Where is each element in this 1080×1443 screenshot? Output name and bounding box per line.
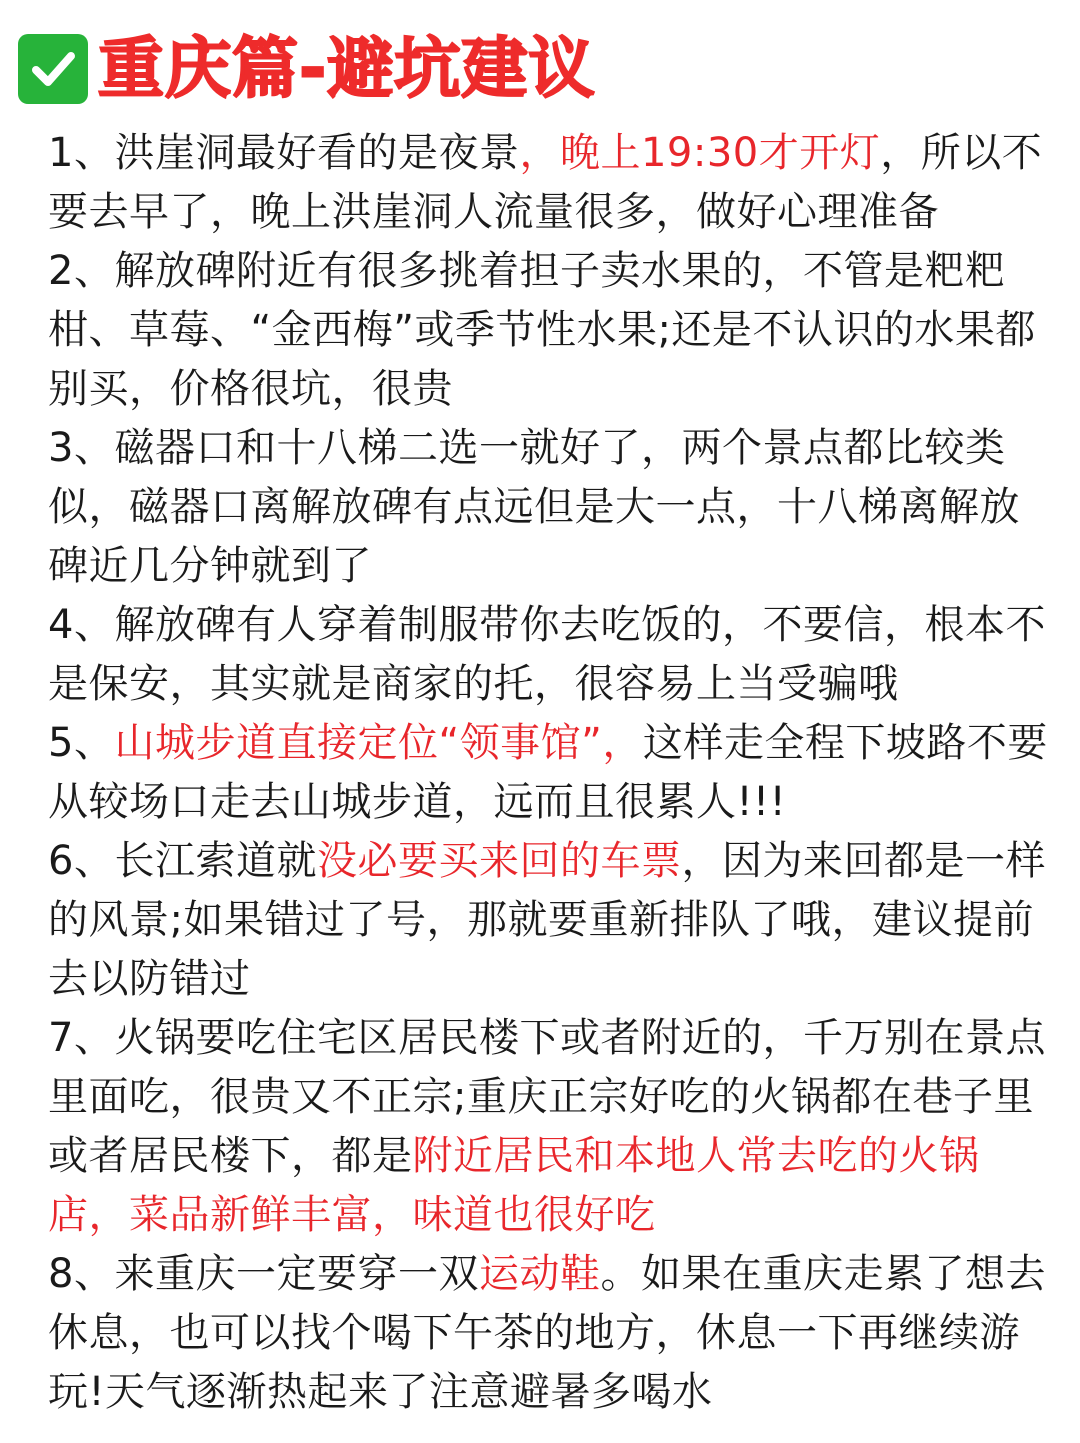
check-mark-icon <box>18 34 88 104</box>
tips-list <box>48 124 1048 1422</box>
tip-text: ，所以不要去早了，晚上洪崖洞人流量很多，做好心理准备 <box>48 130 1043 235</box>
tip-text: 8、来重庆一定要穿一双 <box>48 1251 479 1297</box>
tip-highlight: ，晚上19:30才开灯 <box>519 130 881 176</box>
tip-text: 2、解放碑附近有很多挑着担子卖水果的，不管是粑粑柑、草莓、“金西梅”或季节性水果;还是不认识的水果都别买，价格很坑，很贵 <box>48 248 1036 412</box>
tip-text: 1、洪崖洞最好看的是夜景 <box>48 130 520 176</box>
tip-text: 4、解放碑有人穿着制服带你去吃饭的，不要信，根本不是保安，其实就是商家的托，很容易上当受骗哦 <box>48 602 1046 707</box>
title-row <box>18 28 595 110</box>
tip-item-8 <box>48 1245 1048 1422</box>
tip-text: 7、火锅要吃住宅区居民楼下或者附近的，千万别在景点里面吃，很贵又不正宗;重庆正宗好吃的火锅都在巷子里或者居民楼下，都是 <box>48 1015 1046 1179</box>
tip-text: 5、 <box>48 720 115 766</box>
tip-text: 3、磁器口和十八梯二选一就好了，两个景点都比较类似，磁器口离解放碑有点远但是大一点，十八梯离解放碑近几分钟就到了 <box>48 425 1020 589</box>
tip-item-4 <box>48 596 1048 714</box>
tip-text: 。如果在重庆走累了想去休息，也可以找个喝下午茶的地方，休息一下再继续游玩!天气逐渐热起来了注意避暑多喝水 <box>48 1251 1046 1415</box>
tip-text: 这样走全程下坡路不要从较场口走去山城步道，远而且很累人!!! <box>48 720 1048 825</box>
tip-item-2 <box>48 242 1048 419</box>
tip-text: ，因为来回都是一样的风景;如果错过了号，那就要重新排队了哦，建议提前去以防错过 <box>48 838 1046 1002</box>
tip-item-1 <box>48 124 1048 242</box>
tip-text: 6、长江索道就 <box>48 838 317 884</box>
tip-highlight: 运动鞋 <box>478 1251 601 1297</box>
tip-item-3 <box>48 419 1048 596</box>
check-mark-glyph <box>28 44 78 94</box>
tip-highlight: 附近居民和本地人常去吃的火锅店，菜品新鲜丰富，味道也很好吃 <box>48 1133 980 1238</box>
tip-highlight: 山城步道直接定位“领事馆”， <box>114 720 643 766</box>
tip-highlight: 没必要买来回的车票 <box>316 838 682 884</box>
tip-item-5 <box>48 714 1048 832</box>
tip-item-6 <box>48 832 1048 1009</box>
page-title: 重庆篇-避坑建议 <box>98 30 596 107</box>
tip-item-7 <box>48 1009 1048 1245</box>
